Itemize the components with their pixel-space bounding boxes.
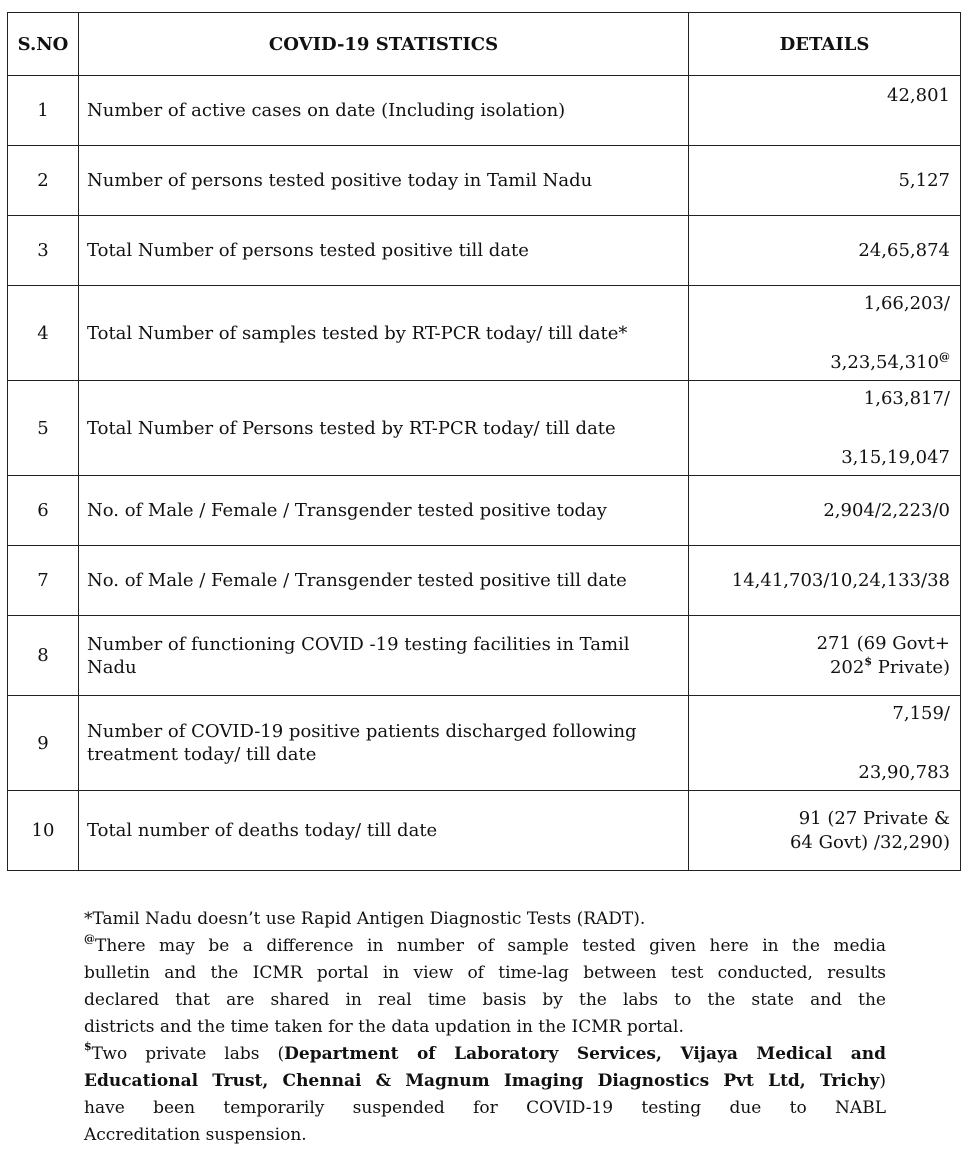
note-line: have been temporarily suspended for COVID-19 testing due to NABL bbox=[84, 1098, 886, 1118]
row-statistic: Number of active cases on date (Including isolation) bbox=[79, 76, 689, 146]
detail-value: 3,23,54,310 bbox=[830, 352, 939, 373]
detail-line-2: 3,15,19,047 bbox=[841, 447, 950, 468]
row-number: 3 bbox=[8, 216, 79, 286]
row-statistic: Number of COVID-19 positive patients discharged following treatment today/ till date bbox=[79, 696, 689, 791]
table-row bbox=[8, 696, 961, 791]
row-detail: 42,801 bbox=[689, 76, 961, 146]
note-text: ) bbox=[879, 1071, 886, 1091]
detail-line-2: 64 Govt) /32,290) bbox=[789, 831, 950, 853]
table-header-row bbox=[8, 13, 961, 76]
row-number: 9 bbox=[8, 696, 79, 791]
row-number: 10 bbox=[8, 791, 79, 871]
row-detail bbox=[689, 791, 961, 871]
row-detail: 24,65,874 bbox=[689, 216, 961, 286]
detail-line-1: 271 (69 Govt+ bbox=[816, 632, 950, 654]
note-line bbox=[84, 1041, 886, 1068]
at-footnote bbox=[84, 933, 886, 1041]
row-detail bbox=[689, 696, 961, 791]
dollar-footnote-mark: $ bbox=[864, 654, 872, 668]
detail-value: 202 bbox=[829, 656, 865, 678]
at-footnote-mark: @ bbox=[84, 932, 95, 945]
detail-line-1: 91 (27 Private & bbox=[798, 807, 950, 829]
note-line: districts and the time taken for the data updation in the ICMR portal. bbox=[84, 1017, 684, 1037]
table-row bbox=[8, 146, 961, 216]
row-statistic: No. of Male / Female / Transgender tested positive till date bbox=[79, 546, 689, 616]
row-number: 4 bbox=[8, 286, 79, 381]
note-line bbox=[84, 933, 886, 960]
table-row bbox=[8, 216, 961, 286]
row-number: 8 bbox=[8, 616, 79, 696]
row-statistic: Total number of deaths today/ till date bbox=[79, 791, 689, 871]
row-statistic: No. of Male / Female / Transgender tested positive today bbox=[79, 476, 689, 546]
row-detail bbox=[689, 616, 961, 696]
row-detail: 2,904/2,223/0 bbox=[689, 476, 961, 546]
row-statistic: Number of functioning COVID -19 testing facilities in Tamil Nadu bbox=[79, 616, 689, 696]
row-detail bbox=[689, 286, 961, 381]
row-number: 6 bbox=[8, 476, 79, 546]
detail-line-2 bbox=[699, 656, 950, 680]
row-statistic: Number of persons tested positive today in Tamil Nadu bbox=[79, 146, 689, 216]
table-row bbox=[8, 476, 961, 546]
row-number: 2 bbox=[8, 146, 79, 216]
row-statistic: Total Number of Persons tested by RT-PCR today/ till date bbox=[79, 381, 689, 476]
note-line bbox=[84, 1068, 886, 1095]
note-line: declared that are shared in real time basis by the labs to the state and the bbox=[84, 990, 886, 1010]
lab-names: Department of Laboratory Services, Vijaya Medical and bbox=[284, 1044, 887, 1064]
row-detail: 5,127 bbox=[689, 146, 961, 216]
radt-footnote: *Tamil Nadu doesn’t use Rapid Antigen Diagnostic Tests (RADT). bbox=[84, 909, 646, 929]
table-row bbox=[8, 791, 961, 871]
table-row bbox=[8, 616, 961, 696]
row-detail: 14,41,703/10,24,133/38 bbox=[689, 546, 961, 616]
note-line: bulletin and the ICMR portal in view of time-lag between test conducted, results bbox=[84, 963, 886, 983]
row-statistic: Total Number of persons tested positive till date bbox=[79, 216, 689, 286]
table-row bbox=[8, 76, 961, 146]
row-number: 7 bbox=[8, 546, 79, 616]
footnotes bbox=[84, 906, 886, 1149]
note-text: Two private labs ( bbox=[91, 1044, 285, 1064]
row-detail bbox=[689, 381, 961, 476]
row-number: 1 bbox=[8, 76, 79, 146]
header-statistics: COVID-19 STATISTICS bbox=[79, 13, 689, 76]
dollar-footnote bbox=[84, 1041, 886, 1149]
table-row bbox=[8, 286, 961, 381]
detail-line-2: 23,90,783 bbox=[858, 762, 950, 783]
row-statistic: Total Number of samples tested by RT-PCR today/ till date* bbox=[79, 286, 689, 381]
detail-line-1: 1,63,817/ bbox=[863, 388, 950, 409]
row-number: 5 bbox=[8, 381, 79, 476]
table-row bbox=[8, 381, 961, 476]
at-footnote-mark: @ bbox=[939, 350, 950, 363]
header-details: DETAILS bbox=[689, 13, 961, 76]
detail-suffix: Private) bbox=[871, 656, 950, 678]
detail-line-1: 1,66,203/ bbox=[863, 293, 950, 314]
table-row bbox=[8, 546, 961, 616]
detail-line-1: 7,159/ bbox=[892, 703, 950, 724]
detail-line-2 bbox=[699, 351, 950, 374]
note-text: There may be a difference in number of sample tested given here in the media bbox=[95, 936, 886, 956]
covid-statistics-table bbox=[7, 12, 961, 871]
note-line: Accreditation suspension. bbox=[84, 1125, 307, 1145]
header-sno: S.NO bbox=[8, 13, 79, 76]
lab-names: Educational Trust, Chennai & Magnum Imaging Diagnostics Pvt Ltd, Trichy bbox=[84, 1071, 880, 1091]
dollar-footnote-mark: $ bbox=[84, 1040, 92, 1053]
